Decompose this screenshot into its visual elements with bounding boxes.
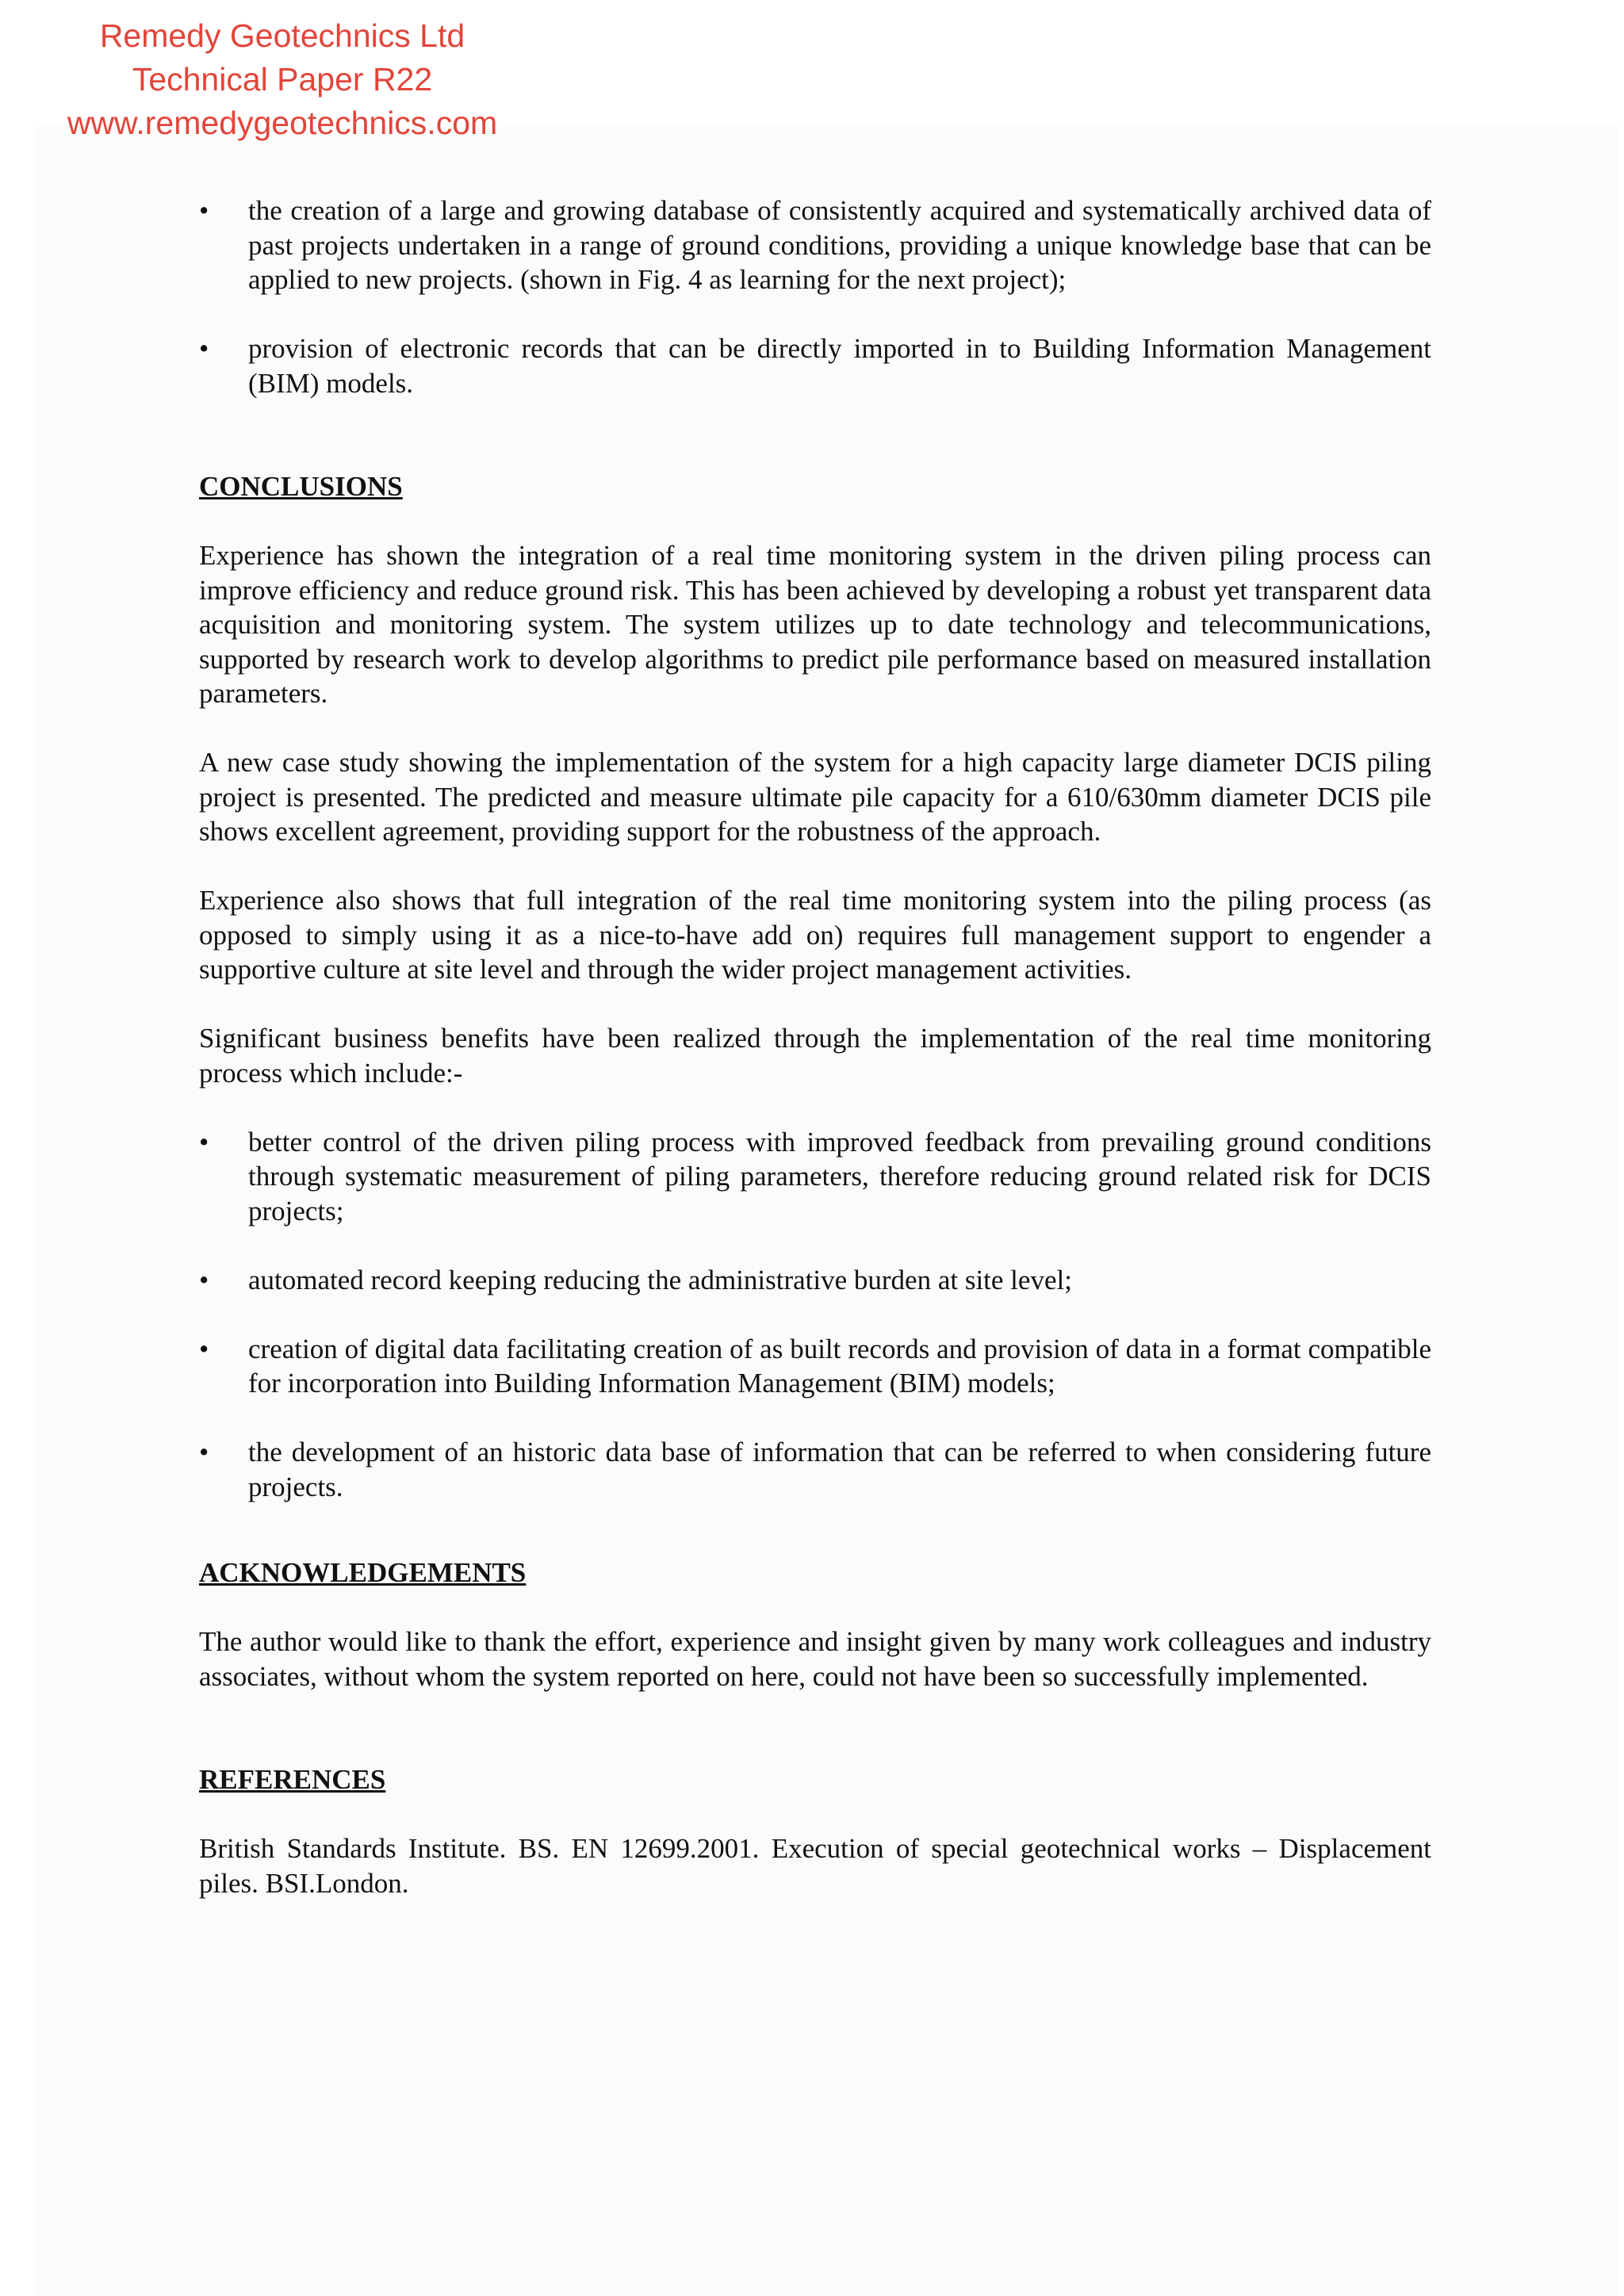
section-heading-conclusions: CONCLUSIONS (199, 471, 403, 502)
conclusions-paragraph: Experience also shows that full integration of the real time monitoring system into the piling process (as opposed to simply using it as a nice-to-have add on) requires full management support to engender a supportive culture at site level and through the wider project management activities. (199, 885, 1431, 985)
bullet-icon: • (199, 1333, 209, 1364)
benefit-bullet-item (199, 1125, 1431, 1229)
benefit-bullet-item (199, 1332, 1431, 1401)
bullet-text: better control of the driven piling process with improved feedback from prevailing ground conditions through systematic measurement of piling parameters, therefore reducing ground related risk for DCIS projects; (248, 1126, 1431, 1226)
bullet-icon: • (199, 195, 209, 226)
reference-entry: British Standards Institute. BS. EN 12699.2001. Execution of special geotechnical works – Displacement piles. BSI.London. (199, 1833, 1431, 1899)
bullet-text: creation of digital data facilitating creation of as built records and provision of data in a format compatible for incorporation into Building Information Management (BIM) models; (248, 1333, 1431, 1399)
intro-bullet-item (199, 193, 1431, 297)
stamp-website-link[interactable]: www.remedygeotechnics.com (67, 105, 498, 141)
conclusions-paragraph: Significant business benefits have been realized through the implementation of the real time monitoring process which include:- (199, 1023, 1431, 1089)
bullet-text: automated record keeping reducing the administrative burden at site level; (248, 1264, 1072, 1295)
acknowledgements-paragraph: The author would like to thank the effort, experience and insight given by many work colleagues and industry associates, without whom the system reported on here, could not have been so successfully implemented. (199, 1626, 1431, 1692)
benefit-bullet-item (199, 1435, 1431, 1504)
header-stamp (40, 14, 525, 145)
paper-body (199, 193, 1431, 1935)
bullet-text: provision of electronic records that can be directly imported in to Building Information Management (BIM) models. (248, 333, 1431, 399)
section-heading-acknowledgements: ACKNOWLEDGEMENTS (199, 1557, 527, 1588)
bullet-icon: • (199, 1437, 209, 1468)
bullet-icon: • (199, 1264, 209, 1295)
section-heading-references: REFERENCES (199, 1764, 386, 1795)
bullet-icon: • (199, 333, 209, 364)
stamp-paper-number: Technical Paper R22 (132, 61, 433, 98)
conclusions-paragraph: Experience has shown the integration of a real time monitoring system in the driven piling process can improve efficiency and reduce ground risk. This has been achieved by developing a robust yet transparent data acquisition and monitoring system. The system utilizes up to date technology and telecommunications, supported by research work to develop algorithms to predict pile performance based on measured installation parameters. (199, 540, 1431, 709)
bullet-icon: • (199, 1126, 209, 1158)
benefit-bullet-item (199, 1263, 1431, 1298)
bullet-text: the development of an historic data base of information that can be referred to when considering future projects. (248, 1437, 1431, 1502)
intro-bullet-item (199, 331, 1431, 400)
bullet-text: the creation of a large and growing database of consistently acquired and systematically archived data of past projects undertaken in a range of ground conditions, providing a unique knowledge base that can be applied to new projects. (shown in Fig. 4 as learning for the next project); (248, 195, 1431, 295)
conclusions-paragraph: A new case study showing the implementation of the system for a high capacity large diameter DCIS piling project is presented. The predicted and measure ultimate pile capacity for a 610/630mm diameter DCIS pile shows excellent agreement, providing support for the robustness of the approach. (199, 747, 1431, 847)
stamp-company-name: Remedy Geotechnics Ltd (99, 17, 465, 54)
